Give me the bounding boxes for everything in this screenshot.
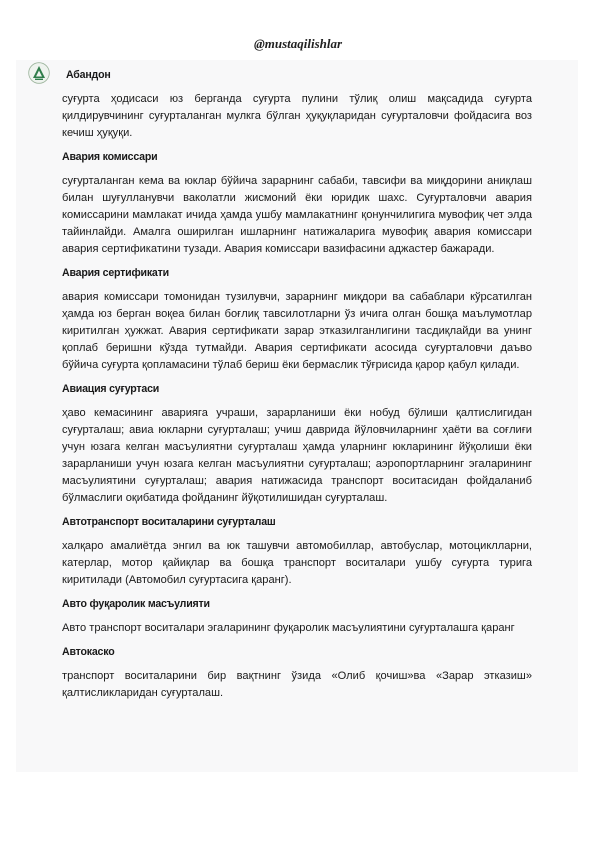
definition-motor-vehicle-insurance: халқаро амалиётда энгил ва юк ташувчи автомобиллар, автобуслар, мотоциклларни, катерлар, мотор қайиқлар ва бошқа транспорт воситалари ушбу суғурта турига киритилади (Автомобил суғуртасига қаранг). <box>62 540 532 586</box>
definition-aviation-insurance: ҳаво кемасининг аварияга учраши, зарарланиши ёки нобуд бўлиши қалтислигидан суғурталаш; авиа юкларни суғурталаш; учиш даврида йўловчиларнинг ҳаёти ва соғлиғи учун юзага келган масъулиятни суғурталаш ҳамда уларнинг юкларининг йўқолиши ёки зарарланиши учун юзага келган масъулиятни суғурталаш; аэропортларнинг эгаларининг масъулиятини суғурталаш; авария натижасида транспорт воситасидан фойдаланиб бўлмаслиги оқибатида фойданинг йўқотилишидан суғурталаш. <box>62 407 532 504</box>
term-motor-civil-liability: Авто фуқаролик масъулияти <box>62 598 210 610</box>
watermark-header: @mustaqilishlar <box>253 36 343 51</box>
definition-motor-civil-liability: Авто транспорт воситалари эгаларининг фуқаролик масъулиятини суғурталашга қаранг <box>62 622 515 634</box>
term-average-certificate: Авария сертификати <box>62 267 169 279</box>
term-abandon: Абандон <box>66 69 111 81</box>
term-aviation-insurance: Авиация суғуртаси <box>62 383 160 395</box>
glossary-content <box>62 67 532 709</box>
definition-autocasco: транспорт воситаларини бир вақтнинг ўзида «Олиб қочиш»ва «Зарар этказиш» қалтисликларидан суғурталаш. <box>62 670 532 699</box>
definition-abandon: суғурта ҳодисаси юз берганда суғурта пулини тўлиқ олиш мақсадида суғурта қилдирувчининг суғурталанган мулкга бўлган ҳуқуқларидан суғурталовчи фойдасига воз кечиш ҳуқуқи. <box>62 93 532 139</box>
definition-average-certificate: авария комиссари томонидан тузилувчи, зарарнинг миқдори ва сабаблари кўрсатилган ҳамда юз берган воқеа билан боғлиқ тавсилотларни ўз ичига олган бошқа маълумотлар киритилган ҳужжат. Авария сертификати зарар этказилганлигини тасдиқлайди ва унинг қоплаб беришни кўзда тутмайди. Авария сертификати асосида суғурталовчи даъво бўйича суғурта қопламасини тўлаб бериш ёки бермаслик тўғрисида қарор қабул қилади. <box>62 291 532 371</box>
term-average-adjuster: Авария комиссари <box>62 151 158 163</box>
logo-icon <box>28 62 50 84</box>
term-autocasco: Автокаско <box>62 646 115 658</box>
definition-average-adjuster: суғурталанган кема ва юклар бўйича зарарнинг сабаби, тавсифи ва миқдорини аниқлаш билан шуғулланувчи ваколатли жисмоний ёки юридик шахс. Суғурталовчи авария комиссарини мамлакат ичида ҳамда ушбу мамлакатнинг қонунчилигига мувофиқ чет элда тайинлайди. Амалга оширилган ишларнинг натижаларига мувофиқ авария комиссари авария сертификатини тузади. Авария комиссари вазифасини аджастер бажаради. <box>62 175 532 255</box>
term-motor-vehicle-insurance: Автотранспорт воситаларини суғурталаш <box>62 516 276 528</box>
